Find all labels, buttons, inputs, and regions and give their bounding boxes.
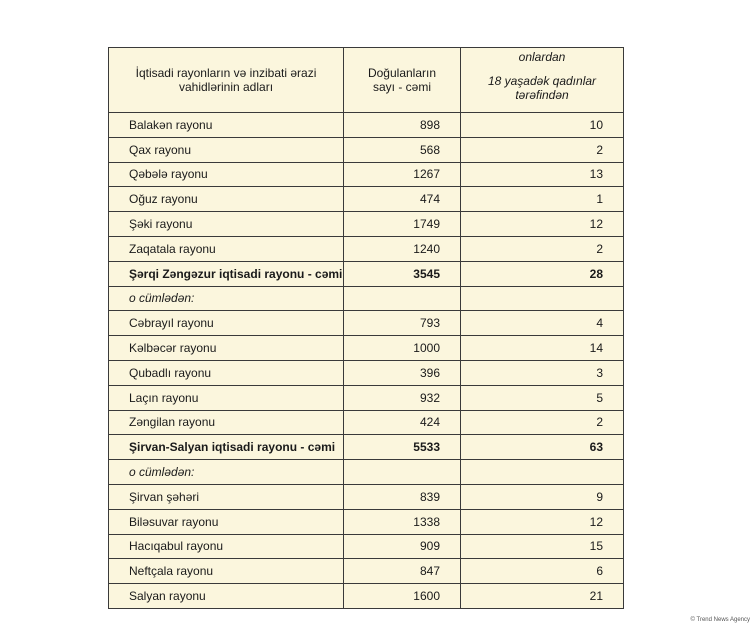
header-births-line1: Doğulanların (367, 66, 437, 80)
births-under18-cell: 9 (461, 484, 624, 509)
births-under18-cell: 63 (461, 435, 624, 460)
births-under18-cell: 2 (461, 236, 624, 261)
births-under18-cell: 28 (461, 261, 624, 286)
births-under18-cell: 1 (461, 187, 624, 212)
births-total-cell: 1338 (344, 509, 461, 534)
region-name-cell: Şəki rayonu (109, 212, 344, 237)
table-body (109, 113, 624, 609)
table-row (109, 137, 624, 162)
table-row (109, 410, 624, 435)
births-under18-cell (461, 286, 624, 311)
region-name-cell: Laçın rayonu (109, 385, 344, 410)
table-row (109, 212, 624, 237)
region-name-cell: Hacıqabul rayonu (109, 534, 344, 559)
table-row (109, 360, 624, 385)
header-births-line2: sayı - cəmi (372, 80, 431, 94)
region-name-cell: Qəbələ rayonu (109, 162, 344, 187)
header-births-total (344, 48, 461, 113)
births-under18-cell: 14 (461, 336, 624, 361)
header-region-line2: vahidlərinin adları (178, 80, 274, 94)
table-row (109, 509, 624, 534)
header-under18-line1: 18 yaşadək qadınlar (487, 74, 597, 88)
births-total-cell: 396 (344, 360, 461, 385)
births-total-cell: 568 (344, 137, 461, 162)
region-name-cell: Şirvan-Salyan iqtisadi rayonu - cəmi (109, 435, 344, 460)
region-name-cell: Balakən rayonu (109, 113, 344, 138)
region-name-cell: o cümlədən: (109, 460, 344, 485)
births-total-cell (344, 286, 461, 311)
region-name-cell: Şərqi Zəngəzur iqtisadi rayonu - cəmi (109, 261, 344, 286)
region-name-cell: Qax rayonu (109, 137, 344, 162)
births-total-cell: 909 (344, 534, 461, 559)
table-row (109, 559, 624, 584)
births-under18-cell: 15 (461, 534, 624, 559)
region-name-cell: Oğuz rayonu (109, 187, 344, 212)
births-under18-cell: 12 (461, 509, 624, 534)
header-under18-top: onlardan (518, 50, 566, 64)
table-row (109, 534, 624, 559)
births-total-cell: 474 (344, 187, 461, 212)
births-under18-cell: 13 (461, 162, 624, 187)
births-total-cell: 1267 (344, 162, 461, 187)
births-under18-cell: 21 (461, 584, 624, 609)
region-name-cell: Cəbrayıl rayonu (109, 311, 344, 336)
table-row-total (109, 435, 624, 460)
region-name-cell: o cümlədən: (109, 286, 344, 311)
table-row-total (109, 261, 624, 286)
header-under18 (461, 48, 624, 113)
region-name-cell: Şirvan şəhəri (109, 484, 344, 509)
table-row (109, 336, 624, 361)
table-row (109, 236, 624, 261)
watermark: © Trend News Agency (690, 617, 750, 623)
table-row (109, 187, 624, 212)
table-row (109, 584, 624, 609)
table-row-subheader (109, 286, 624, 311)
births-total-cell: 898 (344, 113, 461, 138)
table-row (109, 311, 624, 336)
births-under18-cell: 3 (461, 360, 624, 385)
births-total-cell: 424 (344, 410, 461, 435)
births-under18-cell: 2 (461, 410, 624, 435)
births-total-cell (344, 460, 461, 485)
births-total-cell: 1600 (344, 584, 461, 609)
births-total-cell: 5533 (344, 435, 461, 460)
region-name-cell: Biləsuvar rayonu (109, 509, 344, 534)
births-total-cell: 1749 (344, 212, 461, 237)
region-name-cell: Zaqatala rayonu (109, 236, 344, 261)
births-total-cell: 839 (344, 484, 461, 509)
region-name-cell: Salyan rayonu (109, 584, 344, 609)
header-region-line1: İqtisadi rayonların və inzibati ərazi (135, 66, 317, 80)
table-row (109, 162, 624, 187)
table-row (109, 113, 624, 138)
births-table (108, 47, 624, 609)
births-total-cell: 932 (344, 385, 461, 410)
region-name-cell: Neftçala rayonu (109, 559, 344, 584)
births-total-cell: 1240 (344, 236, 461, 261)
table-row-subheader (109, 460, 624, 485)
region-name-cell: Kəlbəcər rayonu (109, 336, 344, 361)
births-under18-cell: 5 (461, 385, 624, 410)
region-name-cell: Zəngilan rayonu (109, 410, 344, 435)
births-total-cell: 793 (344, 311, 461, 336)
births-under18-cell: 10 (461, 113, 624, 138)
births-total-cell: 847 (344, 559, 461, 584)
births-under18-cell (461, 460, 624, 485)
births-under18-cell: 12 (461, 212, 624, 237)
header-under18-line2: tərəfindən (515, 88, 569, 102)
births-under18-cell: 6 (461, 559, 624, 584)
table-row (109, 484, 624, 509)
header-region-names (109, 48, 344, 113)
births-total-cell: 1000 (344, 336, 461, 361)
region-name-cell: Qubadlı rayonu (109, 360, 344, 385)
table-row (109, 385, 624, 410)
births-under18-cell: 4 (461, 311, 624, 336)
table-header-row (109, 48, 624, 113)
births-total-cell: 3545 (344, 261, 461, 286)
births-under18-cell: 2 (461, 137, 624, 162)
